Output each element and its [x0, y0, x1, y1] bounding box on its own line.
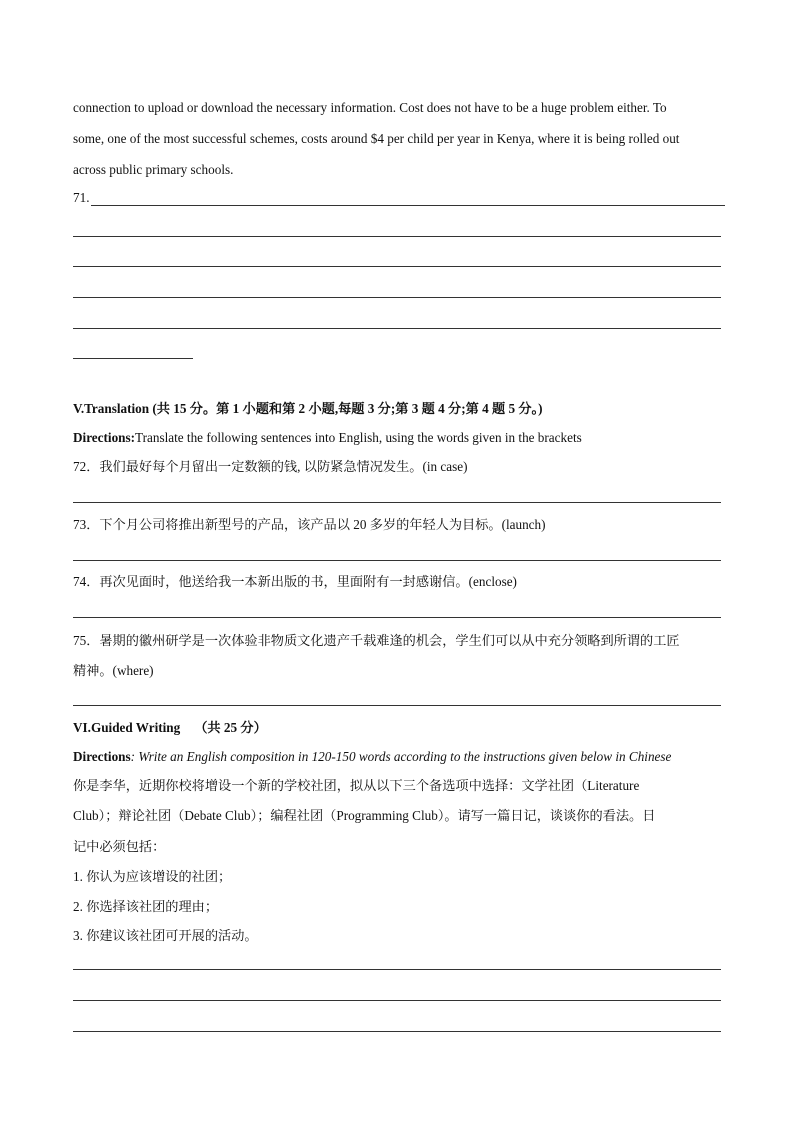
- passage-line-2: some, one of the most successful schemes, costs around $4 per child per year in Kenya, where it is being rolled out: [73, 131, 680, 146]
- section-5-directions-text: Translate the following sentences into English, using the words given in the brackets: [135, 430, 582, 445]
- writing-answer-line-2[interactable]: [73, 1000, 721, 1001]
- question-73: 73．下个月公司将推出新型号的产品，该产品以 20 多岁的年轻人为目标。(launch): [73, 517, 546, 532]
- passage-line-3: across public primary schools.: [73, 162, 234, 177]
- question-71-number: 71.: [73, 190, 90, 205]
- writing-item-1: 1. 你认为应该增设的社团；: [73, 869, 232, 884]
- answer-line-71-5[interactable]: [73, 328, 721, 329]
- section-5-directions-label: Directions:: [73, 430, 136, 445]
- section-5-heading: [73, 400, 543, 418]
- answer-line-71-6[interactable]: [73, 358, 193, 359]
- answer-line-72[interactable]: [73, 502, 721, 503]
- writing-item-2: 2. 你选择该社团的理由；: [73, 899, 219, 914]
- answer-line-71-2[interactable]: [73, 236, 721, 237]
- section-5-points: (共 15 分。第 1 小题和第 2 小题,每题 3 分;第 3 题 4 分;第 4 题 5 分。): [149, 401, 543, 416]
- writing-answer-line-3[interactable]: [73, 1031, 721, 1032]
- question-75-line-2: 精神。(where): [73, 663, 154, 678]
- writing-item-3: 3. 你建议该社团可开展的活动。: [73, 928, 258, 943]
- writing-prompt-line-2: Club）；辩论社团（Debate Club）；编程社团（Programming Club）。请写一篇日记，谈谈你的看法。日: [73, 808, 656, 823]
- passage-line-1: connection to upload or download the necessary information. Cost does not have to be a huge problem either. To: [73, 100, 667, 115]
- section-6-directions-label: Directions: [73, 749, 131, 764]
- section-5-title: V.Translation: [73, 401, 150, 416]
- answer-line-71-3[interactable]: [73, 266, 721, 267]
- question-75-line-1: 75．暑期的徽州研学是一次体验非物质文化遗产千载难逢的机会，学生们可以从中充分领略到所谓的工匠: [73, 633, 680, 648]
- section-5-directions: [73, 429, 582, 447]
- answer-line-74[interactable]: [73, 617, 721, 618]
- question-74: 74．再次见面时，他送给我一本新出版的书，里面附有一封感谢信。(enclose): [73, 574, 517, 589]
- section-6-points: （共 25 分）: [194, 720, 267, 735]
- answer-line-71-4[interactable]: [73, 297, 721, 298]
- answer-line-75[interactable]: [73, 705, 721, 706]
- answer-line-71-1[interactable]: [91, 205, 725, 206]
- section-6-heading: [73, 719, 267, 737]
- section-6-title: VI.Guided Writing: [73, 720, 181, 735]
- writing-prompt-line-1: 你是李华，近期你校将增设一个新的学校社团，拟从以下三个备选项中选择：文学社团（Literature: [73, 778, 640, 793]
- writing-prompt-line-3: 记中必须包括：: [73, 839, 166, 854]
- answer-line-73[interactable]: [73, 560, 721, 561]
- section-6-directions-text: : Write an English composition in 120-150 words according to the instructions given below in Chinese: [130, 749, 672, 764]
- section-6-directions: [73, 748, 671, 766]
- writing-answer-line-1[interactable]: [73, 969, 721, 970]
- question-72: 72．我们最好每个月留出一定数额的钱, 以防紧急情况发生。(in case): [73, 459, 468, 474]
